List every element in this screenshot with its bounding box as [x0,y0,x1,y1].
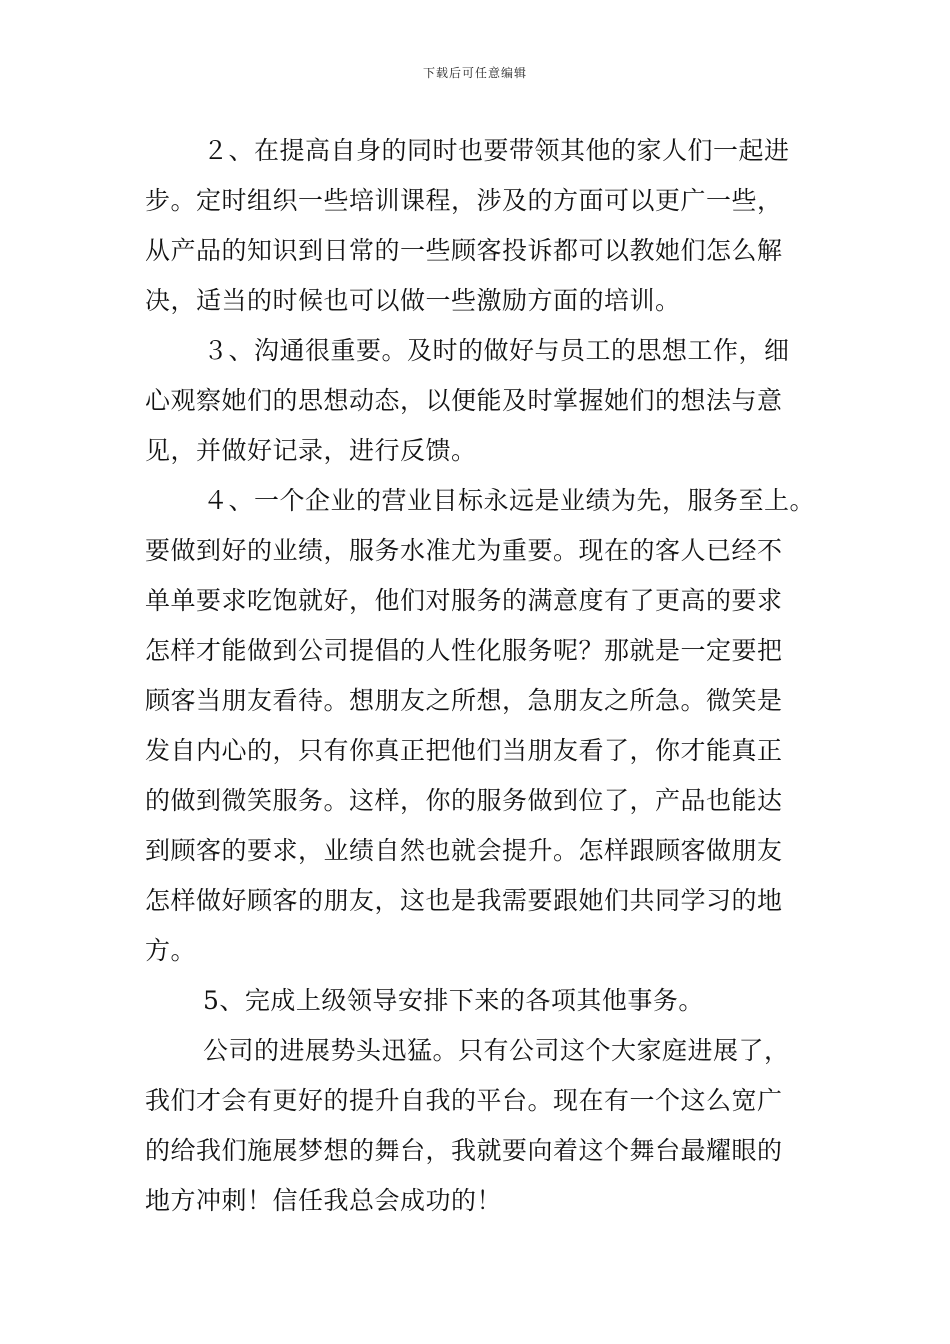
text-line: ４、一个企业的营业目标永远是业绩为先，服务至上。 [203,486,816,515]
text-line: 顾客当朋友看待。想朋友之所想，急朋友之所急。微笑是 [145,686,783,715]
text-line: 见，并做好记录，进行反馈。 [145,436,477,465]
text-line: 怎样做好顾客的朋友，这也是我需要跟她们共同学习的地 [145,886,783,915]
text-line: 决，适当的时候也可以做一些激励方面的培训。 [145,286,681,315]
text-line: 公司的进展势头迅猛。只有公司这个大家庭进展了， [203,1036,790,1065]
text-line: 我们才会有更好的提升自我的平台。现在有一个这么宽广 [145,1086,783,1115]
text-line: 要做到好的业绩，服务水准尤为重要。现在的客人已经不 [145,536,783,565]
text-line: 的做到微笑服务。这样，你的服务做到位了，产品也能达 [145,786,783,815]
text-line: 心观察她们的思想动态，以便能及时掌握她们的想法与意 [145,386,783,415]
text-line: 步。定时组织一些培训课程，涉及的方面可以更广一些， [145,186,783,215]
text-line: 到顾客的要求，业绩自然也就会提升。怎样跟顾客做朋友 [145,836,783,865]
text-line: 5、完成上级领导安排下来的各项其他事务。 [203,986,704,1015]
text-line: 方。 [145,936,197,965]
text-line: 怎样才能做到公司提倡的人性化服务呢？那就是一定要把 [145,636,783,665]
text-line: 地方冲刺！信任我总会成功的！ [145,1186,503,1215]
text-line: 的给我们施展梦想的舞台，我就要向着这个舞台最耀眼的 [145,1136,783,1165]
text-line: 单单要求吃饱就好，他们对服务的满意度有了更高的要求 [145,586,783,615]
page-header-note: 下载后可任意编辑 [422,66,527,80]
text-line: ２、在提高自身的同时也要带领其他的家人们一起进 [203,136,790,165]
text-line: 从产品的知识到日常的一些顾客投诉都可以教她们怎么解 [145,236,783,265]
text-line: ３、沟通很重要。及时的做好与员工的思想工作，细 [203,336,790,365]
text-line: 发自内心的，只有你真正把他们当朋友看了，你才能真正 [145,736,783,765]
